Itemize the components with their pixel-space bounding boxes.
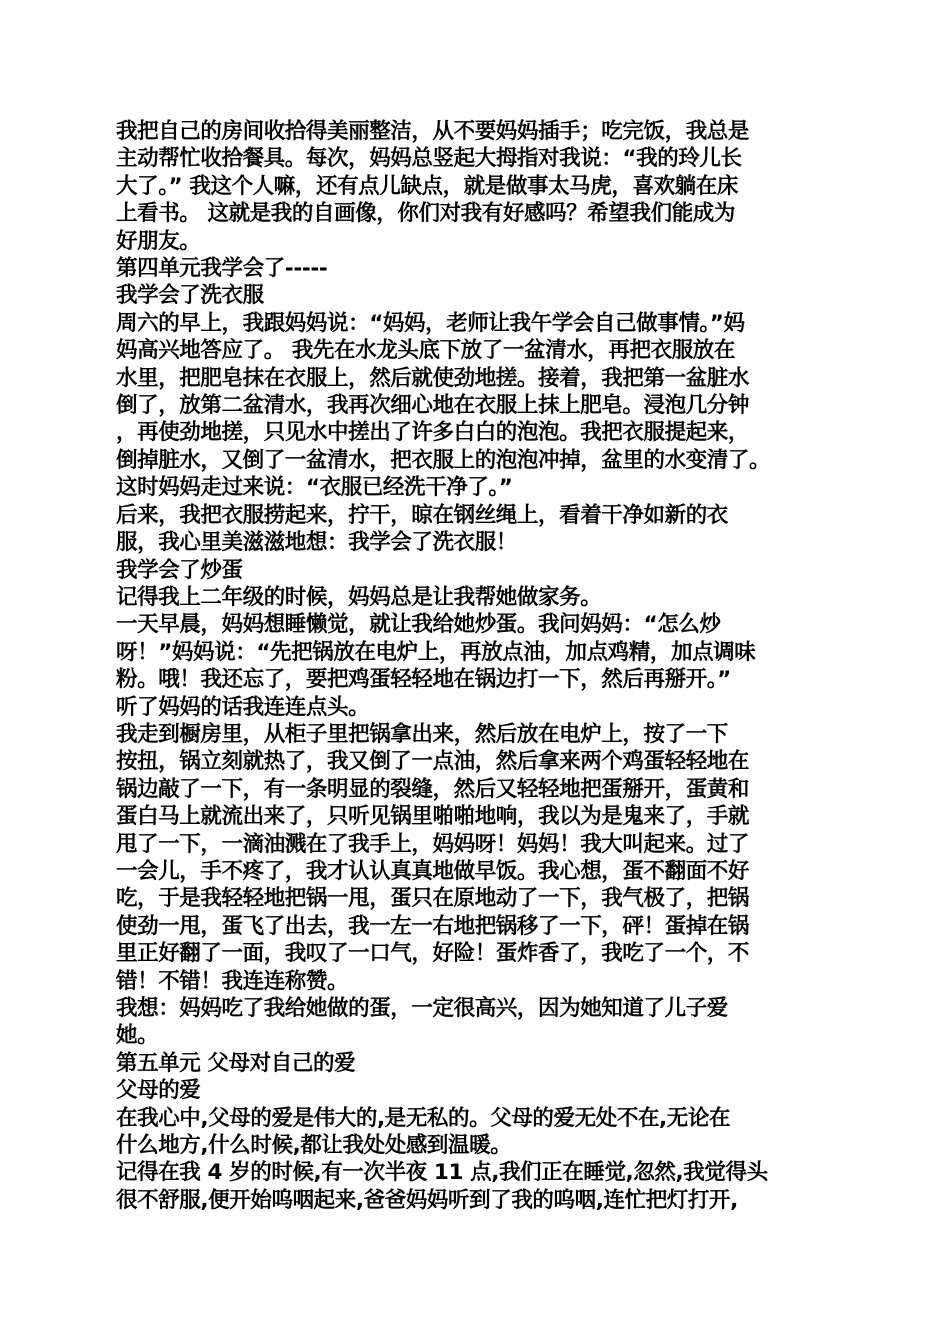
- text-line: 好朋友。: [116, 228, 201, 254]
- text-line: 妈高兴地答应了。 我先在水龙头底下放了一盆清水，再把衣服放在: [116, 338, 735, 364]
- text-line: 第五单元 父母对自己的爱: [116, 1050, 356, 1076]
- text-line: 我学会了炒蛋: [116, 557, 243, 583]
- text-line: 后来，我把衣服捞起来，拧干，晾在钢丝绳上，看着干净如新的衣: [116, 502, 728, 528]
- text-line: 听了妈妈的话我连连点头。: [116, 694, 370, 720]
- text-line: 锅边敲了一下，有一条明显的裂缝，然后又轻轻地把蛋掰开，蛋黄和: [116, 776, 750, 802]
- text-line: 在我心中,父母的爱是伟大的,是无私的。父母的爱无处不在,无论在: [116, 1105, 731, 1131]
- text-line: 我学会了洗衣服: [116, 283, 264, 309]
- text-line: 周六的早上，我跟妈妈说：“妈妈，老师让我午学会自己做事情。”妈: [116, 310, 745, 336]
- text-line: ，再使劲地搓，只见水中搓出了许多白白的泡泡。我把衣服提起来，: [116, 420, 750, 446]
- text-line: 蛋白马上就流出来了，只听见锅里啪啪地响，我以为是鬼来了，手就: [116, 804, 750, 830]
- text-line: 这时妈妈走过来说：“衣服已经洗干净了。”: [116, 475, 513, 501]
- text-line: 她。: [116, 1023, 159, 1049]
- text-line: 按扭，锅立刻就热了，我又倒了一点油，然后拿来两个鸡蛋轻轻地在: [116, 749, 750, 775]
- text-line: 错！不错！我连连称赞。: [116, 968, 349, 994]
- text-line: 第四单元我学会了-----: [116, 256, 328, 282]
- text-line: 里正好翻了一面，我叹了一口气，好险！蛋炸香了，我吃了一个，不: [116, 941, 750, 967]
- text-line: 我想：妈妈吃了我给她做的蛋，一定很高兴，因为她知道了儿子爱: [116, 996, 728, 1021]
- text-line: 我走到橱房里，从柜子里把锅拿出来，然后放在电炉上，按了一下: [116, 721, 728, 747]
- text-line: 吃，于是我轻轻地把锅一甩，蛋只在原地动了一下，我气极了，把锅: [116, 886, 750, 912]
- text-line: 记得在我 4 岁的时候,有一次半夜 11 点,我们正在睡觉,忽然,我觉得头: [116, 1160, 768, 1186]
- text-line: 倒掉脏水，又倒了一盆清水，把衣服上的泡泡冲掉，盆里的水变清了。: [116, 447, 771, 473]
- text-line: 我把自己的房间收拾得美丽整洁，从不要妈妈插手；吃完饭，我总是: [116, 119, 750, 144]
- document-page: [116, 118, 844, 1214]
- text-line: 呀！”妈妈说：“先把锅放在电炉上，再放点油，加点鸡精，加点调味: [116, 639, 756, 665]
- text-line: 倒了，放第二盆清水，我再次细心地在衣服上抹上肥皂。浸泡几分钟: [116, 393, 750, 419]
- text-line: 什么地方,什么时候,都让我处处感到温暖。: [116, 1133, 512, 1159]
- text-line: 大了。” 我这个人嘛，还有点儿缺点，就是做事太马虎，喜欢躺在床: [116, 173, 738, 199]
- text-line: 很不舒服,便开始呜咽起来,爸爸妈妈听到了我的呜咽,连忙把灯打开,: [116, 1187, 738, 1213]
- text-line: 粉。哦！我还忘了，要把鸡蛋轻轻地在锅边打一下，然后再掰开。”: [116, 667, 731, 693]
- text-line: 水里，把肥皂抹在衣服上，然后就使劲地搓。接着，我把第一盆脏水: [116, 365, 750, 391]
- text-line: 一天早晨，妈妈想睡懒觉，就让我给她炒蛋。我问妈妈：“怎么炒: [116, 612, 721, 638]
- text-line: 上看书。 这就是我的自画像，你们对我有好感吗？希望我们能成为: [116, 201, 735, 227]
- text-line: 主动帮忙收拾餐具。每次，妈妈总竖起大拇指对我说：“我的玲儿长: [116, 146, 742, 172]
- text-line: 服，我心里美滋滋地想：我学会了洗衣服！: [116, 530, 517, 556]
- text-line: 记得我上二年级的时候，妈妈总是让我帮她做家务。: [116, 584, 602, 610]
- text-line: 甩了一下，一滴油溅在了我手上，妈妈呀！妈妈！我大叫起来。过了: [116, 831, 750, 857]
- text-line: 使劲一甩，蛋飞了出去，我一左一右地把锅移了一下，砰！蛋掉在锅: [116, 913, 750, 939]
- text-line: 父母的爱: [116, 1078, 201, 1104]
- text-line: 一会儿，手不疼了，我才认认真真地做早饭。我心想，蛋不翻面不好: [116, 858, 750, 884]
